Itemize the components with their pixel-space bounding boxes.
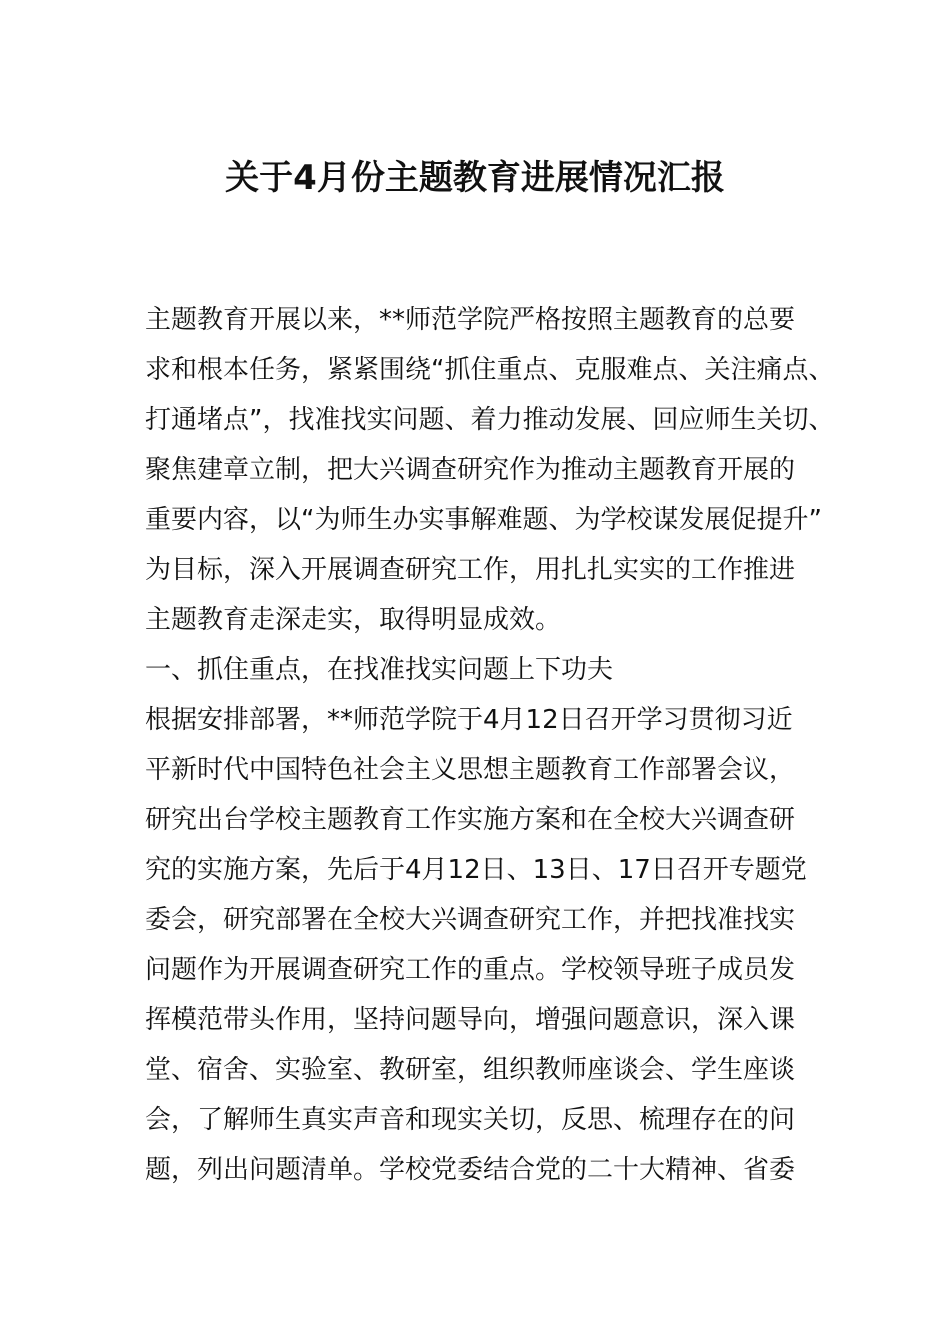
body-line: 重要内容，以“为师生办实事解难题、为学校谋发展促提升” — [145, 505, 822, 535]
body-line: 求和根本任务，紧紧围绕“抓住重点、克服难点、关注痛点、 — [145, 355, 835, 385]
body-line: 根据安排部署，**师范学院于4月12日召开学习贯彻习近 — [145, 705, 793, 735]
body-line: 会，了解师生真实声音和现实关切，反思、梳理存在的问 — [145, 1105, 796, 1135]
body-line: 打通堵点”，找准找实问题、着力推动发展、回应师生关切、 — [145, 405, 835, 435]
body-line: 题，列出问题清单。学校党委结合党的二十大精神、省委 — [145, 1155, 796, 1185]
document-body — [145, 295, 835, 1195]
body-line: 究的实施方案，先后于4月12日、13日、17日召开专题党 — [145, 855, 807, 885]
document-title: 关于4月份主题教育进展情况汇报 — [225, 158, 725, 198]
body-line: 主题教育走深走实，取得明显成效。 — [145, 605, 562, 635]
body-line: 研究出台学校主题教育工作实施方案和在全校大兴调查研 — [145, 805, 796, 835]
body-line: 问题作为开展调查研究工作的重点。学校领导班子成员发 — [145, 955, 796, 985]
body-line: 平新时代中国特色社会主义思想主题教育工作部署会议， — [145, 755, 796, 785]
body-line: 为目标，深入开展调查研究工作，用扎扎实实的工作推进 — [145, 555, 796, 585]
body-line: 主题教育开展以来，**师范学院严格按照主题教育的总要 — [145, 305, 796, 335]
body-line: 堂、宿舍、实验室、教研室，组织教师座谈会、学生座谈 — [145, 1055, 796, 1085]
body-line: 委会，研究部署在全校大兴调查研究工作，并把找准找实 — [145, 905, 796, 935]
section-heading: 一、抓住重点，在找准找实问题上下功夫 — [145, 655, 614, 685]
body-line: 聚焦建章立制，把大兴调查研究作为推动主题教育开展的 — [145, 455, 796, 485]
body-line: 挥模范带头作用，坚持问题导向，增强问题意识，深入课 — [145, 1005, 796, 1035]
